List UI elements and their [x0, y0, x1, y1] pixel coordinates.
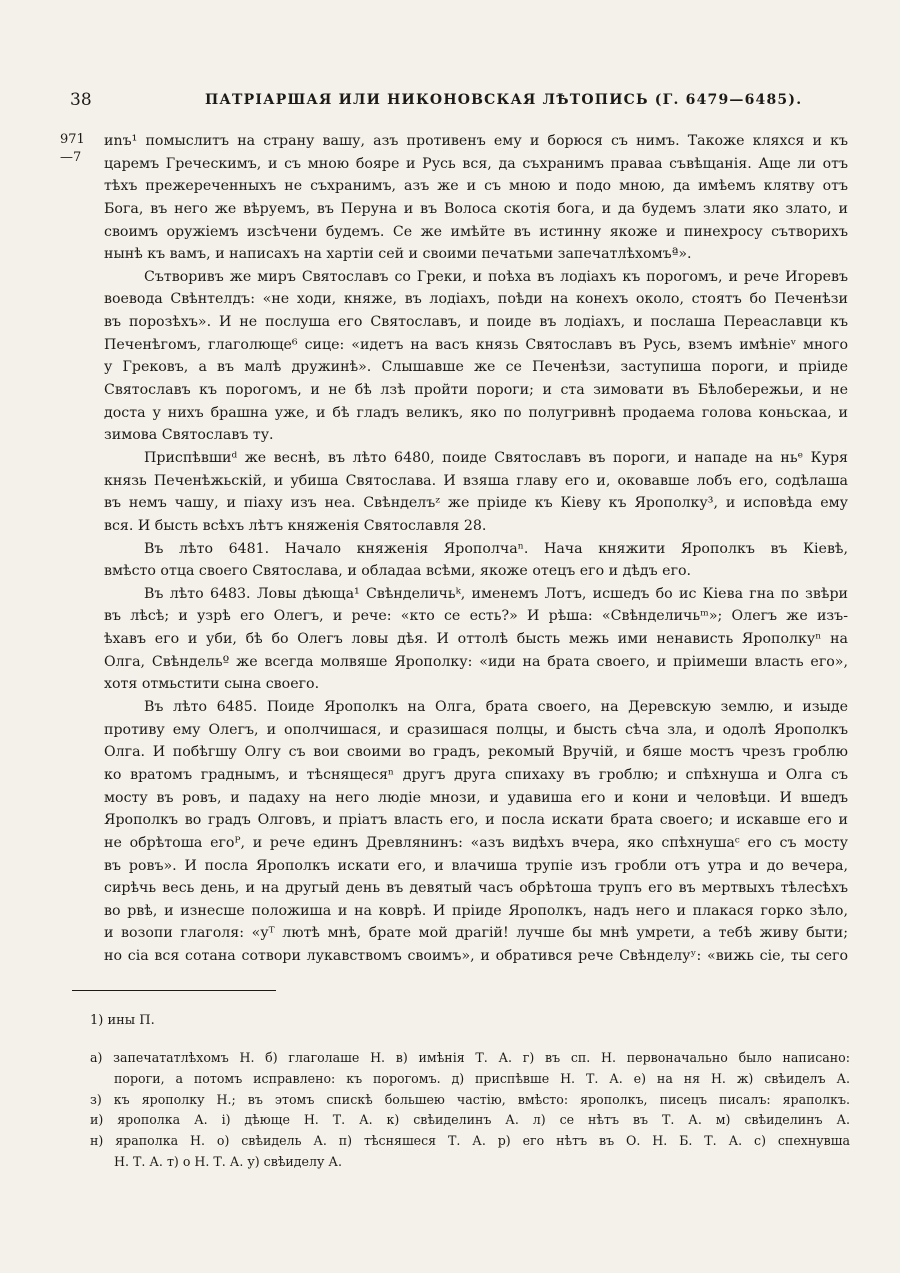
text-line: Святославъ къ порогомъ, и не бѣ лзѣ пройти пороги; и ста зимовати въ Бѣлобережьи, и не [104, 382, 848, 399]
text-line: противу ему Олегъ, и ополчишася, и сразишася полцы, и бысть сѣча зла, и одолѣ Ярополкъ [104, 721, 848, 738]
text-line: царемъ Греческимъ, и съ мною бояре и Русь вся, да съхранимъ праваа съвѣщанія. Аще ли отъ [104, 155, 848, 172]
text-line: Олга, Свѣндельº же всегда молвяше Ярополку: «иди на брата своего, и пріимеши власть его», [104, 653, 848, 670]
text-line: Въ лѣто 6483. Ловы дѣюща¹ Свѣнделичьᵏ, именемъ Лотъ, исшедъ бо ис Кіева гна по звѣри [144, 585, 848, 602]
note-line: и) ярополка А. і) дѣюще Н. Т. А. к) свѣиделинъ А. л) се нѣтъ въ Т. А. м) свѣиделинъ А. [90, 1112, 850, 1128]
text-line: иnъ¹ помыслитъ на страну вашу, азъ противенъ ему и борюся съ нимъ. Такоже кляхся и къ [104, 133, 848, 149]
text-line: вмѣсто отца своего Святослава, и обладаа всѣми, якоже отецъ его и дѣдъ его. [104, 563, 692, 580]
text-line: нынѣ къ вамъ, и написахъ на хартіи сей и своими печатьми запечатлѣхомъª». [104, 246, 692, 263]
text-line: вся. И бысть всѣхъ лѣтъ княженія Святославля 28. [104, 517, 487, 534]
text-line: Сътворивъ же миръ Святославъ со Греки, и поѣха въ лодіахъ къ порогомъ, и рече Игоревъ [144, 268, 848, 285]
note-line: Н. Т. А. т) о Н. Т. А. у) свѣиделу А. [114, 1153, 342, 1169]
note-line: з) къ ярополку Н.; въ этомъ спискѣ большею частію, вмѣсто: ярополкъ, писецъ писалъ: яраполкъ. [90, 1091, 850, 1107]
text-line: Ярополкъ во градъ Олговъ, и пріатъ власть его, и посла искати брата своего; и искавше его и [104, 812, 848, 829]
text-line: князь Печенѣжьскій, и убиша Святослава. И взяша главу его и, оковавше лобъ его, содѣлаша [104, 472, 848, 489]
text-line: Въ лѣто 6481. Начало княженія Ярополчаⁿ. Нача княжити Ярополкъ въ Кіевѣ, [144, 540, 848, 557]
text-line: но сіа вся сотана сотвори лукавствомъ своимъ», и обратився рече Свѣнделуʸ: «вижь сіе, ты сего [104, 948, 848, 965]
text-line: въ порозѣхъ». И не послуша его Святославъ, и поиде въ лодіахъ, и послаша Переаславци къ [104, 314, 848, 331]
text-line: и возопи глаголя: «уᵀ лютѣ мнѣ, брате мой драгій! лучше бы мнѣ умрети, а тебѣ живу быти; [104, 925, 848, 942]
text-line: Олга. И побѣгшу Олгу съ вои своими во градъ, рекомый Вручій, и бяше мостъ чрезъ гроблю [104, 744, 848, 761]
text-line: въ лѣсѣ; и узрѣ его Олегъ, и рече: «кто се есть?» И рѣша: «Свѣнделичьᵐ»; Олегъ же изъ- [104, 608, 848, 625]
text-line: хотя отмьстити сына своего. [104, 676, 320, 693]
text-line: доста у нихъ брашна уже, и бѣ гладъ великъ, яко по полугривнѣ продаема голова коньскаа, и [104, 404, 848, 421]
text-line: своимъ оружіемъ изсѣчени будемъ. Се же имѣйте въ истинну якоже и пинехросу сътворихъ [104, 223, 848, 240]
text-line: сирѣчь весь день, и на другый день въ девятый часъ обрѣтоша трупъ его въ мертвыхъ тѣлесѣхъ [104, 880, 848, 897]
text-line: ѣхавъ его и уби, бѣ бо Олегъ ловы дѣя. И оттолѣ бысть межь ими ненависть Ярополкуⁿ на [104, 631, 848, 648]
note-line: н) яраполка Н. о) свѣидель А. п) тѣсняшеся Т. А. р) его нѣтъ въ О. Н. Б. Т. А. с) спехнувша [90, 1133, 850, 1149]
text-line: Бога, въ него же вѣруемъ, въ Перуна и въ Волоса скотія бога, и да будемъ злати яко злато, и [104, 200, 848, 217]
footnote-divider [72, 990, 276, 991]
page-number: 38 [70, 90, 92, 110]
text-line: въ ровъ». И посла Ярополкъ искати его, и влачиша трупіе изъ гробли отъ утра и до вечера, [104, 857, 848, 874]
text-line: зимова Святославъ ту. [104, 427, 274, 444]
note-line: пороги, а потомъ исправлено: къ порогомъ. д) приспѣвше Н. Т. А. е) на ня Н. ж) свѣиделъ А. [114, 1070, 850, 1086]
text-line: не обрѣтоша егоᴾ, и рече единъ Древлянинъ: «азъ видѣхъ вчера, яко спѣхнушаᶜ его съ мосту [104, 834, 848, 851]
text-line: ко вратомъ граднымъ, и тѣснящесяⁿ другъ друга спихаху въ гроблю; и спѣхнуша и Олга съ [104, 766, 848, 783]
text-line: тѣхъ прежереченныхъ не съхранимъ, азъ же и съ мною и подо мною, да имѣемъ клятву отъ [104, 178, 848, 195]
chronicle-text [104, 130, 848, 968]
text-line: Приспѣвшиᵈ же веснѣ, въ лѣто 6480, поиде Святославъ въ пороги, и нападе на ньᵉ Куря [144, 449, 848, 466]
note-line: а) запечататлѣхомъ Н. б) глаголаше Н. в) имѣнія Т. А. г) въ сп. Н. первоначально было написано: [90, 1050, 850, 1065]
variant-notes [90, 1048, 850, 1173]
text-line: въ немъ чашу, и піаху изъ неа. Свѣнделъᶻ же пріиде къ Кіеву къ Ярополку³, и исповѣда ему [104, 495, 848, 512]
margin-dash-note: —7 [60, 150, 82, 165]
running-head: ПАТРІАРШАЯ ИЛИ НИКОНОВСКАЯ ЛѢТОПИСЬ (Г. 6479—6485). [205, 92, 803, 108]
text-line: Въ лѣто 6485. Поиде Ярополкъ на Олга, брата своего, на Деревскую землю, и изыде [144, 699, 848, 716]
margin-year-note: 971 [60, 132, 85, 147]
footnote: 1) ины П. [90, 1013, 155, 1028]
text-line: у Грековъ, а въ малѣ дружинѣ». Слышавше же се Печенѣзи, заступиша пороги, и пріиде [104, 359, 848, 376]
text-line: воевода Свѣнтелдъ: «не ходи, княже, въ лодіахъ, поѣди на конехъ около, стоятъ бо Печенѣзи [104, 291, 848, 308]
text-line: Печенѣгомъ, глаголюще⁶ сице: «идетъ на васъ князь Святославъ въ Русь, вземъ имѣніеᵛ много [104, 336, 848, 353]
text-line: мосту въ ровъ, и падаху на него людіе мнози, и удавиша его и кони и человѣци. И вшедъ [104, 789, 848, 806]
text-line: во рвѣ, и изнесше положиша и на коврѣ. И пріиде Ярополкъ, надъ него и плакася горко зѣло, [104, 902, 848, 919]
